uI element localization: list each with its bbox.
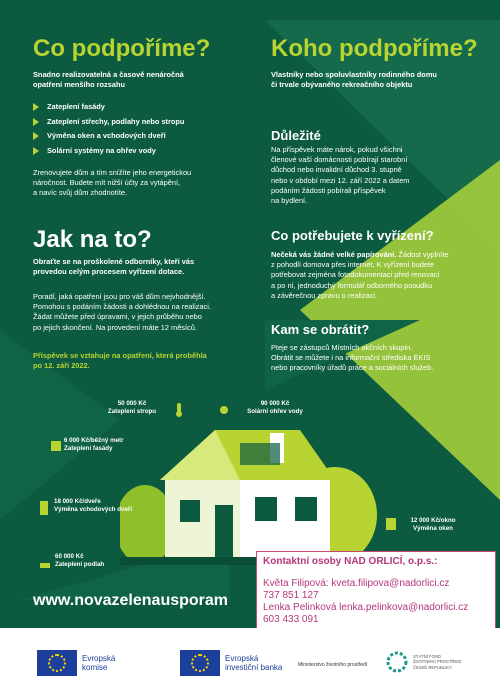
window-icon	[385, 516, 397, 532]
list-item: Výměna oken a vchodových dveří	[33, 131, 184, 146]
contact-heading: Kam se obrátit?	[271, 322, 370, 337]
amount-windows: 12 000 Kč/okno Výměna oken	[410, 517, 456, 532]
how-bold-text: Obraťte se na proškolené odborníky, kteří vás provedou celým procesem vyřízení dotace.	[33, 257, 195, 277]
bullet-arrow-icon	[33, 147, 39, 155]
date-note: Příspěvek se vztahuje na opatření, která proběhla po 12. září 2022.	[33, 351, 207, 371]
contact-line: 737 851 127	[263, 590, 319, 601]
contact-line[interactable]: Lenka Pelinková lenka.pelinkova@nadorlici.cz	[263, 602, 469, 613]
amount-floor: 60 000 Kč Zateplení podlah	[55, 553, 105, 568]
how-heading: Jak na to?	[33, 226, 152, 253]
website-url[interactable]: www.novazelenausporam	[33, 592, 229, 609]
amount-facade: 6 000 Kč/běžný metr Zateplení fasády	[64, 437, 124, 452]
sfzp-ring-icon	[385, 650, 409, 674]
roof-icon	[322, 450, 334, 466]
list-item: Zateplení fasády	[33, 102, 184, 117]
amount-solar: 90 000 Kč Solární ohřev vody	[247, 400, 303, 415]
right-intro: Vlastníky nebo spoluvlastníky rodinného domu či trvale obývaného rekreačního objektu	[271, 70, 437, 90]
ministry-logo: Ministerstvo životního prostředí	[298, 662, 368, 668]
door-icon	[38, 500, 50, 516]
how-text: Poradí, jaká opatření jsou pro váš dům nejvhodnější. Pomohou s podáním žádosti a dohlédnou na realizaci. Žádat můžete před úpravami, v jejich průběhu nebo po jejich skončení. Na provedení máte 12 měsíců.	[33, 292, 211, 332]
need-heading: Co potřebujete k vyřízení?	[271, 228, 434, 243]
contact-text: Pteje se zástupců Místních akčních skupin. Obrátit se můžete i na informační střediska EKIS nebo pracovníky úřadů práce a sociálních služeb.	[271, 343, 434, 373]
contact-line[interactable]: Květa Filipová: kveta.filipova@nadorlici.cz	[263, 578, 450, 589]
amount-ceiling: 50 000 Kč Zateplení stropu	[107, 400, 157, 415]
list-item: Zateplení střechy, podlahy nebo stropu	[33, 117, 184, 132]
left-heading: Co podpoříme?	[33, 35, 211, 62]
thermometer-icon	[173, 402, 185, 418]
bullet-arrow-icon	[33, 103, 39, 111]
support-list	[33, 102, 184, 160]
important-text: Na příspěvek máte nárok, pokud všichni členové vaší domácnosti pobírají starobní důchod nebo invalidní důchod 3. stupně nebo v období mezi 12. září 2022 a datem podáním žádosti pobírali příspěvek na bydlení.	[271, 145, 410, 206]
sfzp-logo: STÁTNÍ FOND ŽIVOTNÍHO PROSTŘEDÍ ČESKÉ REPUBLIKY	[385, 650, 461, 674]
eib-logo: Evropská investiční banka	[180, 650, 282, 676]
need-text: Nečeká vás žádné velké papírování. Žádost vyplníte z pohodlí domova přes internet. K vyřízení budete potřebovat zejména fotodokumentaci před renovací a po ní, jednoduchý formulář odborného posudku a závěrečnou zprávu o realizaci.	[271, 250, 449, 300]
wall-icon	[50, 438, 62, 454]
contact-line: 603 433 091	[263, 614, 319, 625]
amount-roof: 120 000 Kč Zateplení střechy	[335, 449, 386, 464]
eu-flag-icon	[180, 650, 220, 676]
right-heading: Koho podpoříme?	[271, 35, 478, 62]
bullet-arrow-icon	[33, 118, 39, 126]
list-item: Solární systémy na ohřev vody	[33, 146, 184, 161]
important-heading: Důležité	[271, 128, 321, 143]
eu-commission-logo: Evropská komise	[37, 650, 115, 676]
left-intro: Snadno realizovatelná a časově nenáročná opatření menšího rozsahu	[33, 70, 184, 90]
sun-icon	[218, 402, 230, 418]
floor-icon	[39, 554, 51, 570]
bullet-arrow-icon	[33, 132, 39, 140]
eu-flag-icon	[37, 650, 77, 676]
contact-title: Kontaktní osoby NAD ORLICÍ, o.p.s.:	[263, 556, 438, 567]
amount-doors: 18 000 Kč/dveře Výměna vchodových dveří	[54, 498, 133, 513]
benefit-text: Zrenovujete dům a tím snížíte jeho energetickou náročnost. Budete mít nižší účty za vytápění, a navíc svůj dům zhodnotíte.	[33, 168, 192, 198]
